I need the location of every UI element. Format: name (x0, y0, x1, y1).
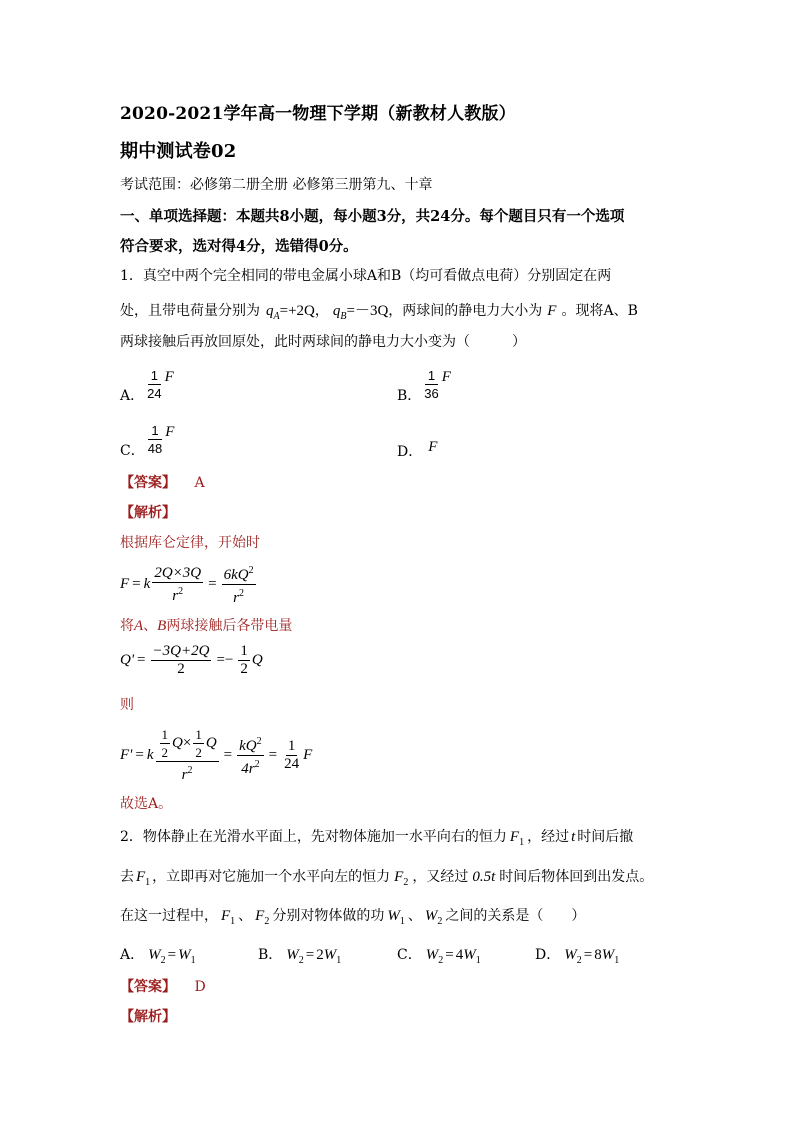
q1-line1: 1．真空中两个完全相同的带电金属小球A和B（均可看做点电荷）分别固定在两 (120, 268, 612, 284)
q1-charge-b: $q_B=-3Q$ (332, 303, 389, 322)
q1-force-symbol: F (547, 303, 557, 319)
q2-analysis-label: 【解析】 (120, 1009, 176, 1025)
q1-step3: 则 (120, 697, 134, 713)
q1-charge-a: $q_A=+2Q$ (266, 303, 315, 322)
formula-coulomb-final: F' = k $\frac{1}{2}$ Q × $\frac{1}{2}$ Q $r^2$ = $\frac{kQ^2}{4r^2}$ = $\frac{1}{24}$ F (120, 727, 313, 783)
document-subtitle: 期中测试卷02 (120, 141, 237, 162)
q2-answer (120, 976, 206, 996)
formula-coulomb-initial: F = k $\frac{2Q\times 3Q}{r^2}$ = $\frac{6kQ^2}{r^2}$ (120, 562, 258, 607)
answer-value: D (194, 979, 206, 995)
q1-answer (120, 472, 205, 492)
q1-conclusion: 故选A。 (120, 796, 173, 812)
document-title: 2020-2021学年高一物理下学期（新教材人教版） (120, 104, 516, 124)
section-heading-line1: 一、单项选择题：本题共8小题，每小题3分，共24分。每个题目只有一个选项 (120, 208, 625, 225)
q1-step2: 将A、B两球接触后各带电量 (120, 618, 293, 634)
q2-line2: 去 $F_1$ ，立即再对它施加一个水平向左的恒力 $F_2$ ，又经过 0.5t 时间后物体回到出发点。 (120, 869, 654, 888)
answer-label: 【答案】 (120, 475, 176, 491)
q1-step1: 根据库仑定律，开始时 (120, 535, 260, 551)
q2-line1: 2．物体静止在光滑水平面上，先对物体施加一水平向右的恒力 $F_1$ ，经过 t 时间后撤 (120, 829, 634, 848)
q1-analysis-label: 【解析】 (120, 505, 176, 521)
formula-charge-after: Q' = $\frac{-3Q+2Q}{2}$ =− $\frac{1}{2}$ Q (120, 643, 263, 677)
q1-option-c[interactable]: C． 1 48 F (120, 422, 175, 459)
q2-option-d[interactable]: D． $W_2 = 8W_1$ (535, 947, 620, 966)
exam-scope: 考试范围：必修第二册全册 必修第三册第九、十章 (120, 177, 433, 193)
q1-line2: 处，且带电荷量分别为 $q_A=+2Q$ ， $q_B=-3Q$ ，两球间的静电力大小为 F 。现将A、B (120, 299, 638, 322)
q2-line3: 在这一过程中， $F_1$ 、 $F_2$ 分别对物体做的功 $W_1$ 、 $W_2$ 之间的关系是（ ） (120, 908, 586, 927)
q1-line2-text-c: 。现将A、B (561, 303, 638, 319)
answer-value: A (194, 475, 205, 491)
q2-option-c[interactable]: C． $W_2 = 4W_1$ (397, 947, 481, 966)
q2-option-a[interactable]: A． $W_2 = W_1$ (120, 947, 196, 966)
q2-option-b[interactable]: B． $W_2 = 2W_1$ (258, 947, 342, 966)
q1-line2-text-a: 处，且带电荷量分别为 (120, 303, 260, 319)
section-heading-line2: 符合要求，选对得4分，选错得0分。 (120, 238, 358, 255)
q1-line3: 两球接触后再放回原处，此时两球间的静电力大小变为（ ） (120, 334, 526, 350)
answer-label: 【答案】 (120, 979, 176, 995)
q1-line2-text-b: ，两球间的静电力大小为 (388, 303, 543, 319)
q1-option-b[interactable]: B． 1 36 F (397, 367, 451, 404)
q1-option-d[interactable]: D． F (397, 438, 438, 460)
q1-option-a[interactable]: A． 1 24 F (120, 367, 174, 404)
